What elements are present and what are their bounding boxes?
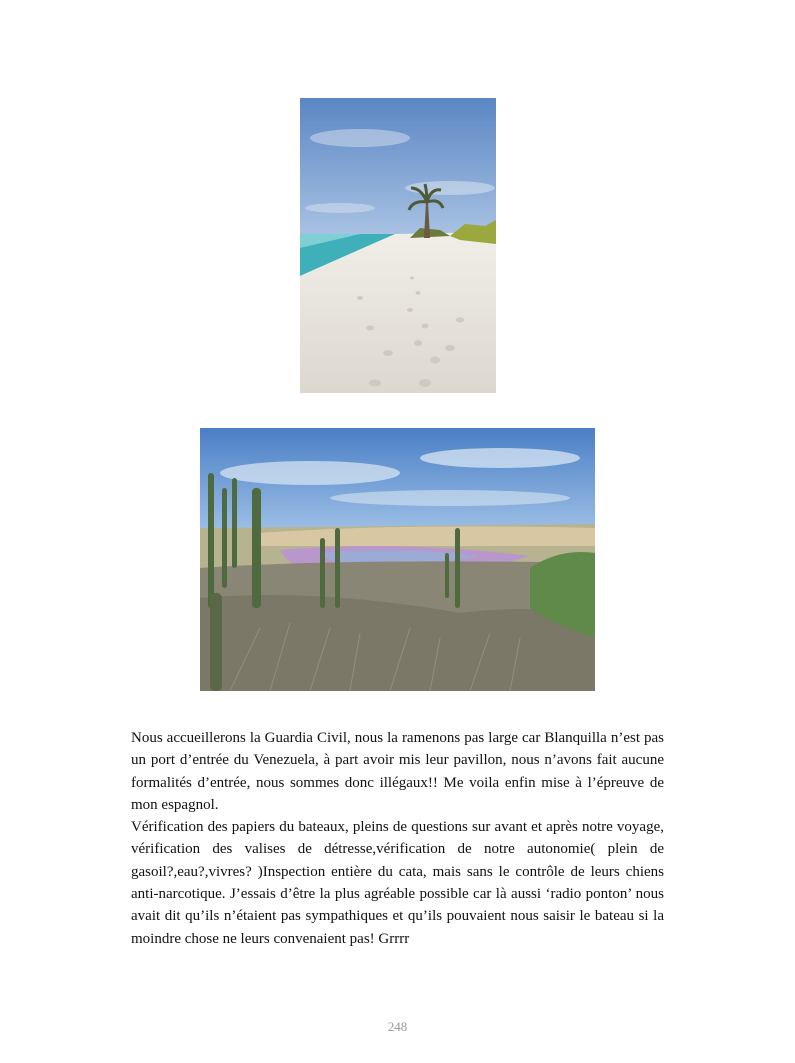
paragraph: Nous accueillerons la Guardia Civil, nous la ramenons pas large car Blanquilla n’est pas un port d’entrée du Venezuela, à part avoir mis leur pavillon, nous n’avons fait aucune formalités d’entrée, nous sommes donc illégaux!! Me voila enfin mise à l’épreuve de mon espagnol.	[131, 730, 664, 813]
lagoon-image	[200, 428, 595, 691]
page-number: 248	[387, 1019, 408, 1034]
paragraph: Vérification des papiers du bateaux, pleins de questions sur avant et après notre voyage, vérification des valises de détresse,vérification de notre autonomie( plein de gasoil?,eau?,vivres? )Inspection entière du cata, mais sans le contrôle de leurs chiens anti-narcotique. J’essais d’être la plus agréable possible car là aussi ‘radio ponton’ nous avait dit qu’ils n’étaient pas sympathiques et qu’ils pouvaient nous saisir le bateau si la moindre chose ne leurs convenaient pas! Grrrr	[131, 819, 664, 947]
body-text	[131, 727, 664, 950]
lagoon-photo	[200, 428, 595, 691]
beach-image	[300, 98, 496, 393]
beach-photo	[300, 98, 496, 393]
